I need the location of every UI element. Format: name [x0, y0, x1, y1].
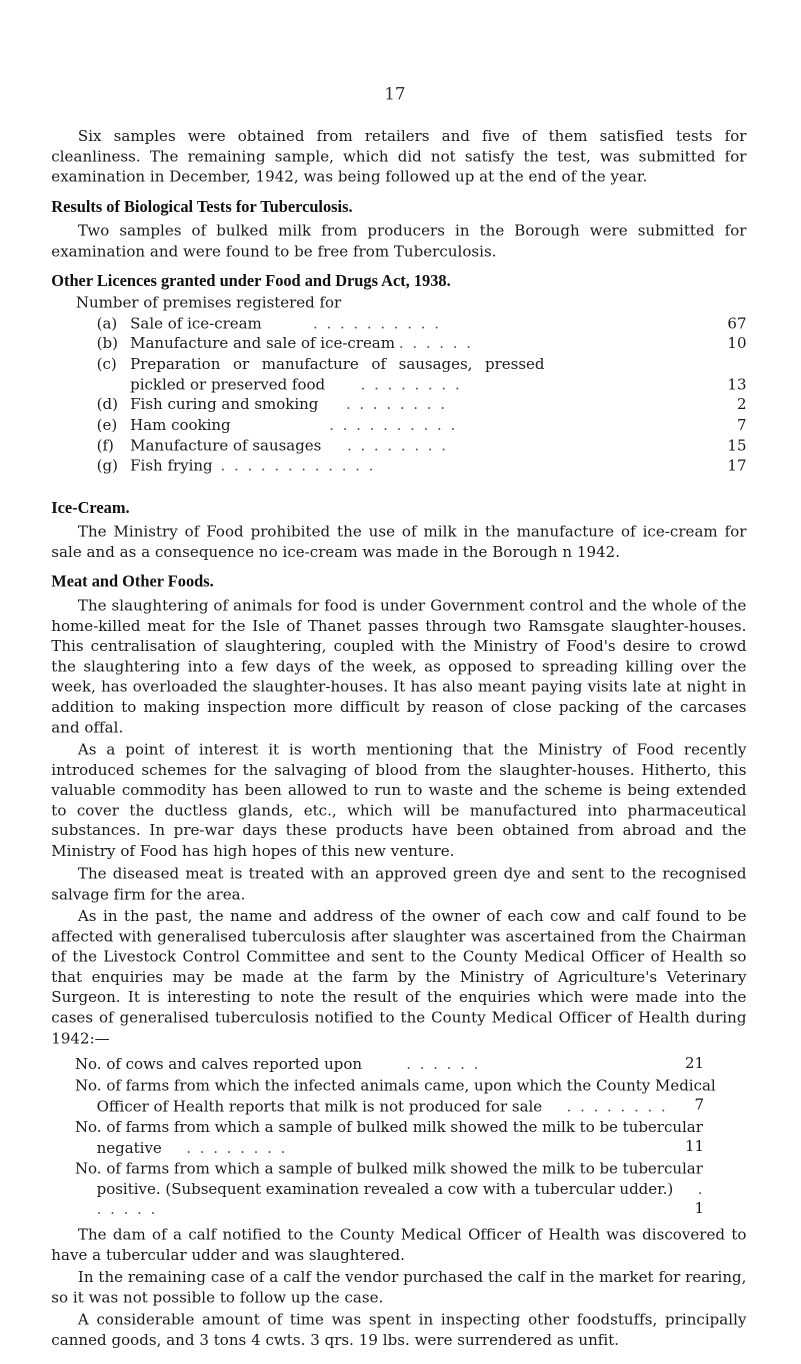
leader-dots: . . . . . . [406, 1055, 481, 1073]
icecream-paragraph: The Ministry of Food prohibited the use of milk in the manufacture of ice-cream for sale and as a consequence no ice-cream was made in the Borough n 1942. [51, 522, 747, 561]
leader-dots: . . . . . . [96, 1179, 705, 1219]
meat-paragraph-3: The diseased meat is treated with an approved green dye and sent to the recognised salvage firm for the area. [51, 864, 747, 903]
tb-stats-list [51, 1054, 746, 1221]
meat-paragraph-2: As a point of interest it is worth mentioning that the Ministry of Food recently introduced schemes for the salvaging of blood from the slaughter-houses. Hitherto, this valuable commodity has been allowed to run to waste and the scheme is being extended to cover the ductless glands, etc., which will be manufactured into pharmaceutical substances. In pre-war days these products have been obtained from abroad and the Ministry of Food has high hopes of this new venture. [51, 740, 747, 860]
meat-paragraph-4: As in the past, the name and address of the owner of each cow and calf found to be affected with generalised tuberculosis after slaughter was ascertained from the Chairman of the Livestock Control Committee and sent to the County Medical Officer of Health so that enquiries may be made at the farm by the Ministry of Agriculture's Veterinary Surgeon. It is interesting to note the result of the enquiries which were made into the cases of generalised tuberculosis notified to the County Medical Officer of Health during 1942:— [51, 907, 747, 1047]
stat-value: 11 [685, 1137, 705, 1156]
licence-text: Ham cooking [130, 416, 231, 434]
leader-dots: . . . . . . . . . . [313, 314, 441, 333]
stat-item [75, 1117, 716, 1158]
licence-label: (e) [96, 416, 118, 434]
licence-value: 2 [736, 395, 747, 414]
meat-p6-block [51, 1267, 746, 1308]
icecream-section [51, 498, 746, 518]
intro-paragraph: Six samples were obtained from retailers and five of them satisfied tests for cleanliness. The remaining sample, which did not satisfy the test, was submitted for examination in December, 1942, was being followed up at the end of the year. [51, 127, 747, 186]
licence-text: Manufacture of sausages [130, 436, 322, 455]
bio-paragraph: Two samples of bulked milk from producers in the Borough were submitted for examination and were found to be free from Tuberculosis. [51, 221, 747, 260]
licence-value: 15 [727, 436, 747, 455]
meat-p2-block [51, 740, 746, 862]
licence-value: 13 [727, 375, 747, 394]
leader-dots: . . . . . . . . . . [329, 416, 458, 434]
meat-p1-block [51, 596, 746, 738]
meat-paragraph-6: In the remaining case of a calf the vendor purchased the calf in the market for rearing, so it was not possible to follow up the case. [51, 1268, 747, 1307]
stat-item [75, 1054, 716, 1074]
licence-label: (g) [96, 456, 118, 475]
licence-value: 7 [736, 416, 747, 434]
licence-text: Sale of ice-cream [130, 314, 262, 333]
stat-item [75, 1076, 716, 1117]
stat-text: No. of farms from which a sample of bulked milk showed the milk to be tubercular negative [74, 1118, 703, 1157]
licence-text: Preparation or manufacture of sausages, pressed [130, 354, 545, 373]
licence-label: (c) [96, 354, 117, 373]
licence-text-continued: pickled or preserved food [130, 375, 326, 394]
stat-value: 21 [685, 1054, 705, 1073]
licences-heading: Other Licences granted under Food and Drugs Act, 1938. [51, 271, 451, 290]
leader-dots: . . . . . . . . . . . . [220, 456, 376, 475]
leader-dots: . . . . . . . . [566, 1097, 668, 1115]
licence-text: Fish frying [130, 456, 213, 475]
bio-heading: Results of Biological Tests for Tuberculosis. [51, 197, 353, 216]
licence-value: 17 [727, 456, 747, 475]
licence-label: (d) [96, 395, 118, 414]
leader-dots: . . . . . . . . [345, 395, 447, 414]
stat-text: No. of farms from which the infected animals came, upon which the County Medical Officer of Health reports that milk is not produced for sale [74, 1076, 716, 1115]
meat-p3-block [51, 864, 746, 905]
licence-value: 10 [727, 334, 747, 353]
licences-lead: Number of premises registered for [75, 293, 342, 312]
bio-text-block [51, 221, 746, 262]
meat-paragraph-5: The dam of a calf notified to the County Medical Officer of Health was discovered to have a tubercular udder and was slaughtered. [51, 1225, 747, 1264]
meat-p4-block [51, 906, 746, 1048]
stat-text: No. of cows and calves reported upon [74, 1055, 363, 1073]
leader-dots: . . . . . . [398, 334, 473, 353]
stat-value: 1 [694, 1199, 705, 1218]
licence-label: (f) [96, 436, 114, 455]
meat-p5-block [51, 1225, 746, 1266]
meat-p7-block [51, 1310, 746, 1351]
meat-paragraph-1: The slaughtering of animals for food is under Government control and the whole of the home-killed meat for the Isle of Thanet passes through two Ramsgate slaughter-houses. This centralisation of slaughtering, coupled with the Ministry of Food's desire to crowd the slaughtering into a few days of the week, as opposed to spreading killing over the week, has overloaded the slaughter-houses. It has also meant paying visits late at night in addition to making inspection more difficult by reason of close packing of the carcases and offal. [51, 596, 747, 737]
intro-block [51, 126, 746, 187]
icecream-heading: Ice-Cream. [51, 497, 130, 517]
page-number: 17 [384, 84, 406, 105]
meat-paragraph-7: A considerable amount of time was spent in inspecting other foodstuffs, principally canned goods, and 3 tons 4 cwts. 3 qrs. 19 lbs. were surrendered as unfit. [51, 1310, 747, 1349]
leader-dots: . . . . . . . . [346, 436, 448, 455]
licences-list [51, 293, 746, 490]
leader-dots: . . . . . . . . [360, 375, 462, 394]
leader-dots: . . . . . . . . [186, 1138, 288, 1157]
licence-value: 67 [727, 314, 747, 333]
licence-label: (b) [96, 334, 118, 353]
licence-text: Fish curing and smoking [130, 395, 319, 414]
icecream-text-block [51, 522, 746, 563]
stat-item [75, 1159, 716, 1220]
bio-section [51, 197, 746, 217]
meat-section [51, 572, 746, 592]
stat-text: No. of farms from which a sample of bulked milk showed the milk to be tubercular positive. (Subsequent examination revealed a cow with a tubercular udder.) [74, 1159, 703, 1198]
meat-heading: Meat and Other Foods. [51, 571, 214, 591]
licence-text: Manufacture and sale of ice-cream [130, 334, 395, 353]
licences-section [51, 271, 746, 291]
stat-value: 7 [694, 1095, 705, 1114]
licence-label: (a) [96, 314, 118, 333]
